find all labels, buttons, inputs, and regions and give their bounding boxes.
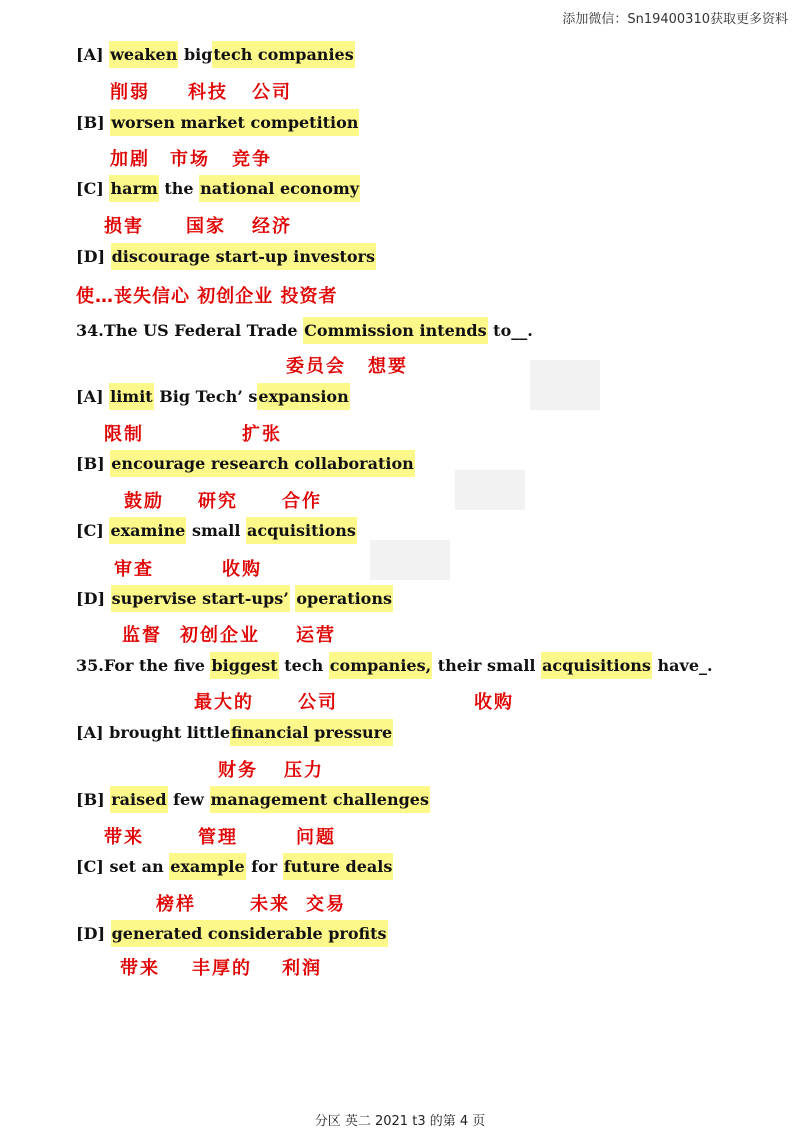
annotation: 监督 <box>122 625 162 646</box>
annotation: 问题 <box>296 827 336 848</box>
option-35b <box>76 789 430 811</box>
annotation: 利润 <box>282 958 322 979</box>
option-text: set an <box>109 857 164 876</box>
option-34b <box>76 453 415 475</box>
highlighted-word: examine <box>109 517 186 544</box>
highlighted-word: harm <box>109 175 158 202</box>
highlighted-word: future deals <box>283 853 394 880</box>
option-label: [C] <box>76 179 104 198</box>
option-text: the <box>164 179 194 198</box>
annotation: 限制 <box>104 424 144 445</box>
annotation: 国家 <box>186 216 226 237</box>
option-33d <box>76 246 376 268</box>
annotation: 削弱 <box>110 82 150 103</box>
annotation: 市场 <box>170 149 210 170</box>
option-label: [C] <box>76 857 104 876</box>
highlighted-word: acquisitions <box>246 517 357 544</box>
annotation: 审查 <box>114 559 154 580</box>
annotation: 压力 <box>284 760 324 781</box>
option-label: [B] <box>76 790 105 809</box>
annotation: 公司 <box>252 82 292 103</box>
annotation: 管理 <box>198 827 238 848</box>
annotation: 鼓励 <box>124 491 164 512</box>
highlighted-word: supervise start-ups’ <box>111 585 290 612</box>
annotation: 带来 <box>104 827 144 848</box>
highlighted-word: national economy <box>199 175 360 202</box>
option-label: [D] <box>76 924 106 943</box>
annotation: 运营 <box>296 625 336 646</box>
highlighted-word: companies, <box>329 652 432 679</box>
highlighted-word: worsen market competition <box>110 109 359 136</box>
annotation: 科技 <box>188 82 228 103</box>
option-34a <box>76 386 350 408</box>
annotation: 经济 <box>252 216 292 237</box>
question-text: their small <box>437 656 536 675</box>
option-label: [A] <box>76 45 104 64</box>
annotation: 收购 <box>222 559 262 580</box>
option-34d <box>76 588 393 610</box>
scan-artifact <box>530 360 600 410</box>
question-text: 35.For the five <box>76 656 205 675</box>
annotation: 损害 <box>104 216 144 237</box>
annotation: 委员会 <box>286 356 346 377</box>
option-label: [D] <box>76 247 106 266</box>
highlighted-word: generated considerable profits <box>111 920 388 947</box>
option-text: few <box>173 790 204 809</box>
highlighted-word: example <box>169 853 245 880</box>
highlighted-word: operations <box>295 585 393 612</box>
scan-artifact <box>455 470 525 510</box>
highlighted-word: Commission intends <box>303 317 487 344</box>
option-35c <box>76 856 393 878</box>
option-35a <box>76 722 393 744</box>
annotation: 竞争 <box>232 149 272 170</box>
option-label: [C] <box>76 521 104 540</box>
option-33c <box>76 178 360 200</box>
question-text: have_. <box>657 656 713 675</box>
highlighted-word: limit <box>109 383 154 410</box>
option-label: [D] <box>76 589 106 608</box>
option-35d <box>76 923 388 945</box>
annotation: 收购 <box>474 692 514 713</box>
option-text: for <box>251 857 278 876</box>
annotation: 研究 <box>198 491 238 512</box>
highlighted-word: raised <box>110 786 167 813</box>
highlighted-word: encourage research collaboration <box>110 450 415 477</box>
highlighted-word: financial pressure <box>230 719 393 746</box>
annotation: 财务 <box>218 760 258 781</box>
highlighted-word: weaken <box>109 41 178 68</box>
option-34c <box>76 520 357 542</box>
annotation: 加剧 <box>110 149 150 170</box>
option-text: brought little <box>109 723 231 742</box>
option-label: [A] <box>76 387 104 406</box>
question-34 <box>76 320 533 342</box>
option-33b <box>76 112 359 134</box>
page-footer: 分区 英二 2021 t3 的第 4 页 <box>314 1114 486 1129</box>
highlighted-word: biggest <box>210 652 278 679</box>
annotation: 合作 <box>282 491 322 512</box>
scan-artifact <box>370 540 450 580</box>
option-33a <box>76 44 355 66</box>
highlighted-word: discourage start-up investors <box>111 243 376 270</box>
option-text: small <box>191 521 241 540</box>
annotation: 交易 <box>306 894 346 915</box>
annotation: 初创企业 <box>180 625 260 646</box>
option-text: Big Tech’ s <box>159 387 258 406</box>
highlighted-word: management challenges <box>210 786 430 813</box>
option-label: [B] <box>76 454 105 473</box>
annotation: 丰厚的 <box>192 958 252 979</box>
annotation: 公司 <box>298 692 338 713</box>
highlighted-word: acquisitions <box>541 652 652 679</box>
annotation: 想要 <box>368 356 408 377</box>
question-text: 34.The US Federal Trade <box>76 321 298 340</box>
annotation: 带来 <box>120 958 160 979</box>
highlighted-word: tech companies <box>212 41 354 68</box>
option-label: [A] <box>76 723 104 742</box>
question-text: to__. <box>493 321 533 340</box>
annotation: 榜样 <box>156 894 196 915</box>
option-text: big <box>183 45 213 64</box>
question-text: tech <box>284 656 324 675</box>
annotation: 使…丧失信心 初创企业 投资者 <box>76 286 338 307</box>
watermark: 添加微信：Sn19400310获取更多资料 <box>562 12 788 27</box>
annotation: 扩张 <box>242 424 282 445</box>
annotation: 最大的 <box>194 692 254 713</box>
question-35 <box>76 655 713 677</box>
annotation: 未来 <box>250 894 290 915</box>
option-label: [B] <box>76 113 105 132</box>
highlighted-word: expansion <box>257 383 349 410</box>
